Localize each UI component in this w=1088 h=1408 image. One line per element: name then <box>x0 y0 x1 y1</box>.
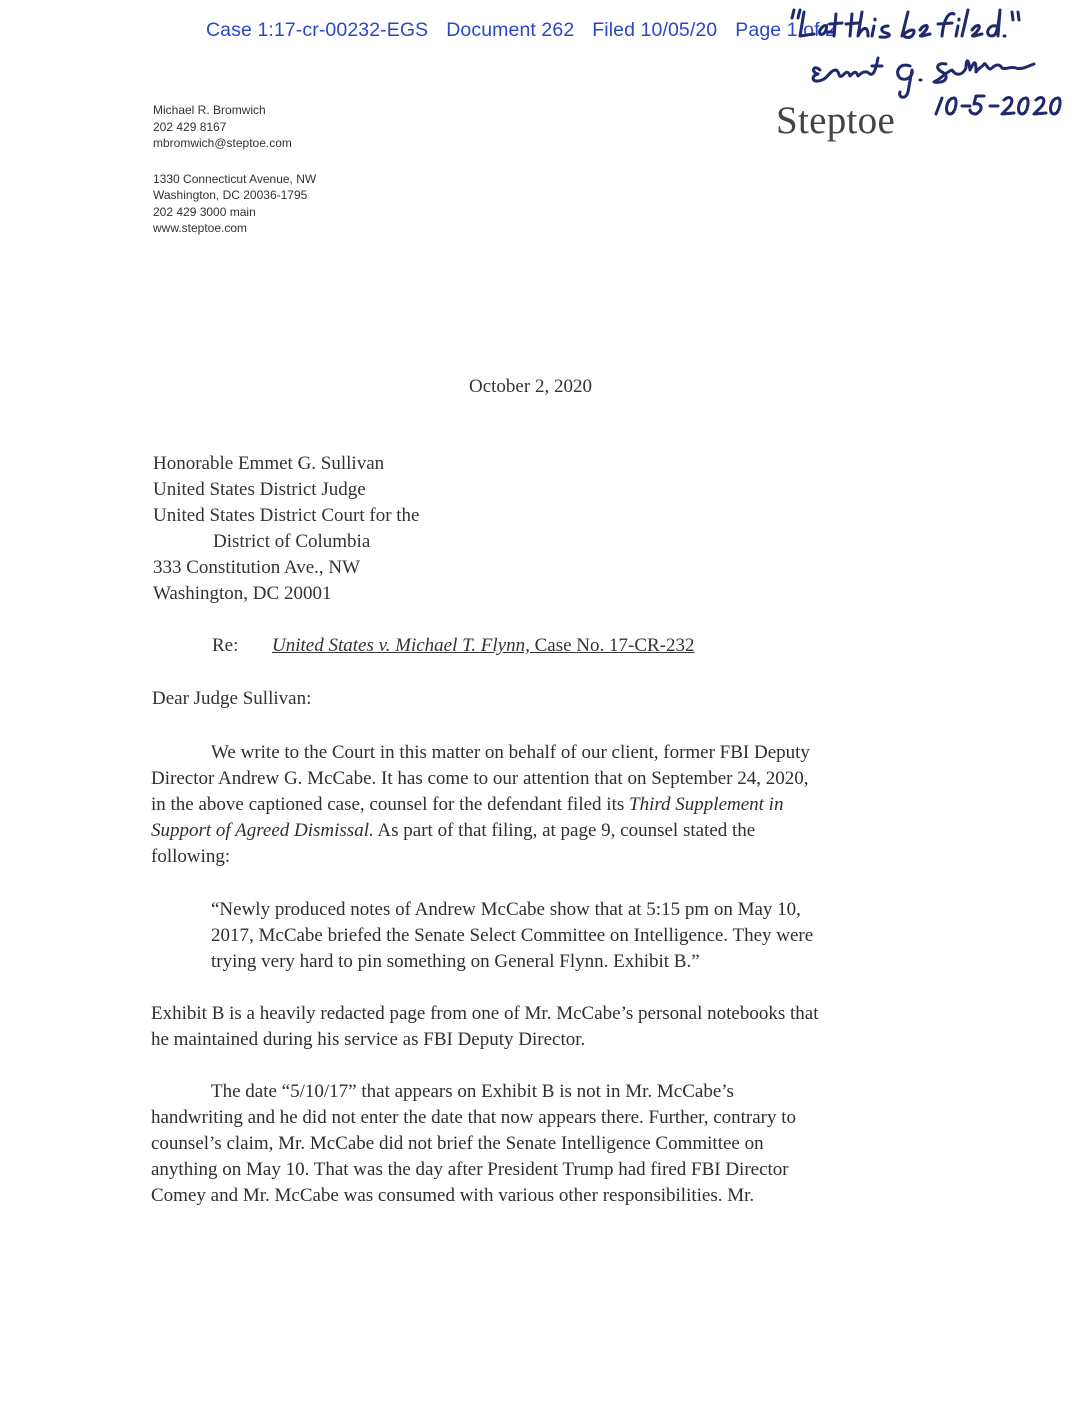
addressee-line: United States District Judge <box>153 479 366 500</box>
quote-line: trying very hard to pin something on General Flynn. Exhibit B.” <box>211 951 700 972</box>
salutation: Dear Judge Sullivan: <box>152 688 312 709</box>
filed-date: Filed 10/05/20 <box>592 19 718 41</box>
quote-line: “Newly produced notes of Andrew McCabe show that at 5:15 pm on May 10, <box>211 899 801 920</box>
addressee-block <box>153 451 419 607</box>
page-indicator: Page 1 of 2 <box>735 19 837 41</box>
paragraph-line: The date “5/10/17” that appears on Exhibit B is not in Mr. McCabe’s <box>211 1081 734 1102</box>
addressee-line: District of Columbia <box>213 531 371 552</box>
document-number: Document 262 <box>446 19 575 41</box>
paragraph-line: Comey and Mr. McCabe was consumed with various other responsibilities. Mr. <box>151 1185 755 1206</box>
quote-line: 2017, McCabe briefed the Senate Select Committee on Intelligence. They were <box>211 925 814 946</box>
addressee-line: Washington, DC 20001 <box>153 583 332 604</box>
re-line <box>212 635 695 657</box>
case-number-reference: Case No. 17-CR-232 <box>529 635 695 656</box>
sender-address-line1: 1330 Connecticut Avenue, NW <box>153 171 317 186</box>
addressee-line: Honorable Emmet G. Sullivan <box>153 453 385 474</box>
addressee-line: 333 Constitution Ave., NW <box>153 557 361 578</box>
paragraph-line: he maintained during his service as FBI Deputy Director. <box>151 1029 586 1050</box>
firm-logo: Steptoe <box>776 99 896 142</box>
body-paragraph-2 <box>151 1001 921 1053</box>
paragraph-line: counsel’s claim, Mr. McCabe did not brief the Senate Intelligence Committee on <box>151 1133 764 1154</box>
block-quote <box>211 897 911 975</box>
paragraph-line <box>151 792 921 818</box>
body-paragraph-1 <box>151 740 921 870</box>
sender-email: mbromwich@steptoe.com <box>153 136 292 150</box>
sender-address-line2: Washington, DC 20036-1795 <box>153 188 308 202</box>
paragraph-line <box>151 818 921 844</box>
sender-info <box>153 102 316 256</box>
case-number: Case 1:17-cr-00232-EGS <box>206 19 429 41</box>
paragraph-text: in the above captioned case, counsel for the defendant filed its <box>151 794 629 815</box>
letter-date: October 2, 2020 <box>469 376 592 397</box>
paragraph-line: Exhibit B is a heavily redacted page from one of Mr. McCabe’s personal notebooks that <box>151 1003 819 1024</box>
paragraph-line: handwriting and he did not enter the date that now appears there. Further, contrary to <box>151 1107 797 1128</box>
body-paragraph-3 <box>151 1079 921 1209</box>
ecf-filing-header <box>206 19 854 42</box>
paragraph-line: following: <box>151 846 231 867</box>
paragraph-text: As part of that filing, at page 9, counsel stated the <box>373 820 756 841</box>
case-name: United States v. Michael T. Flynn, <box>272 635 530 656</box>
handwritten-note-text: "Let this be filed." <box>770 6 778 7</box>
sender-website: www.steptoe.com <box>153 221 248 235</box>
paragraph-line: Director Andrew G. McCabe. It has come to our attention that on September 24, 2020, <box>151 768 809 789</box>
sender-main-phone: 202 429 3000 main <box>153 204 256 219</box>
addressee-line: United States District Court for the <box>153 505 420 526</box>
filing-title-italic: Support of Agreed Dismissal. <box>151 820 374 841</box>
paragraph-line: We write to the Court in this matter on behalf of our client, former FBI Deputy <box>211 742 810 763</box>
re-label: Re: <box>212 635 239 656</box>
filing-title-italic: Third Supplement in <box>629 794 784 815</box>
sender-name: Michael R. Bromwich <box>153 103 266 117</box>
paragraph-line: anything on May 10. That was the day after President Trump had fired FBI Director <box>151 1159 789 1180</box>
sender-phone: 202 429 8167 <box>153 119 227 134</box>
